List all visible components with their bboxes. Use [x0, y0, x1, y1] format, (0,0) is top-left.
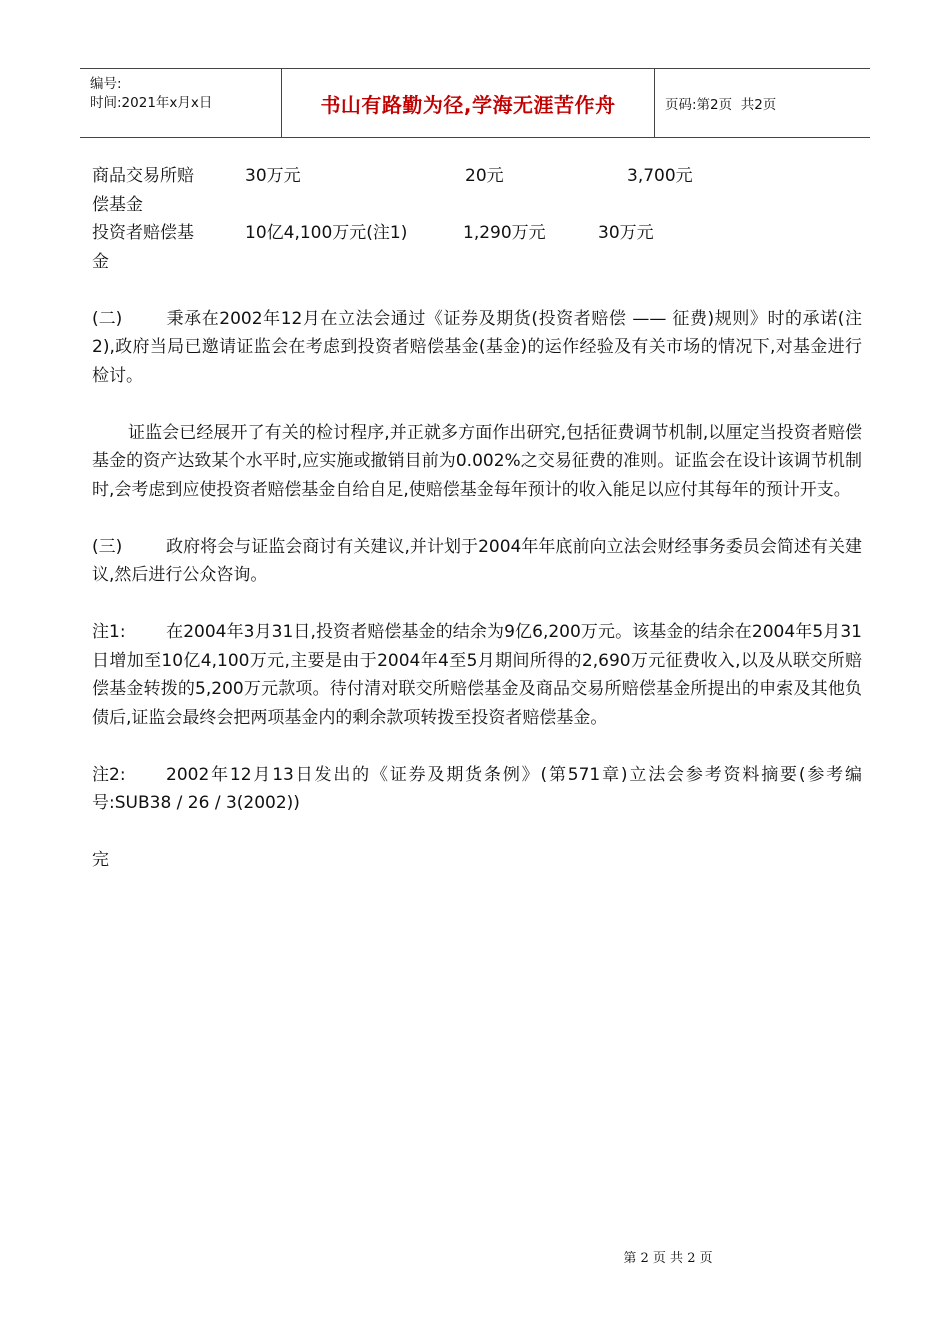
note-1-label: 注1: — [92, 622, 126, 642]
page-header — [80, 68, 870, 138]
document-body — [92, 162, 862, 875]
section-2-text: 秉承在2002年12月在立法会通过《证券及期货(投资者赔偿 —— 征费)规则》时的承诺(注2),政府当局已邀请证监会在考虑到投资者赔偿基金(基金)的运作经验及有关市场的情况下,对基金进行检讨。 — [92, 308, 862, 386]
fund-value-1: 10亿4,100万元(注1) — [245, 223, 408, 243]
fund-row — [92, 162, 862, 219]
section-3-paragraph — [92, 533, 862, 590]
fund-value-2: 20元 — [465, 166, 504, 186]
page-footer — [0, 1247, 950, 1266]
header-page-label: 页码:第2页 共2页 — [665, 97, 777, 113]
fund-name: 投资者赔偿基金 — [92, 223, 194, 272]
section-3-number: (三) — [92, 536, 123, 557]
document-date-label: 时间:2021年x月x日 — [90, 95, 213, 111]
note-2-label: 注2: — [92, 764, 126, 785]
document-number-label: 编号: — [90, 76, 122, 92]
header-page-info — [655, 69, 870, 137]
header-meta — [80, 69, 281, 137]
note-2-text: 2002年12月13日发出的《证券及期货条例》(第571章)立法会参考资料摘要(参考编号:SUB38 / 26 / 3(2002)) — [92, 764, 862, 813]
note-2-paragraph — [92, 761, 862, 818]
header-motto: 书山有路勤为径,学海无涯苦作舟 — [281, 69, 655, 137]
fund-row — [92, 219, 862, 276]
section-2-number: (二) — [92, 308, 123, 329]
end-mark: 完 — [92, 850, 109, 870]
fund-value-3: 3,700元 — [627, 166, 693, 186]
fund-value-3: 30万元 — [598, 223, 654, 243]
fund-name: 商品交易所赔偿基金 — [92, 166, 194, 215]
fund-value-2: 1,290万元 — [463, 223, 546, 243]
fund-value-1: 30万元 — [245, 166, 301, 186]
section-3-text: 政府将会与证监会商讨有关建议,并计划于2004年年底前向立法会财经事务委员会简述有关建议,然后进行公众咨询。 — [92, 536, 862, 585]
note-1-text: 在2004年3月31日,投资者赔偿基金的结余为9亿6,200万元。该基金的结余在2004年5月31日增加至10亿4,100万元,主要是由于2004年4至5月期间所得的2,690万元征费收入,以及从联交所赔偿基金转拨的5,200万元款项。待付清对联交所赔偿基金及商品交易所赔偿基金所提出的申索及其他负债后,证监会最终会把两项基金内的剩余款项转拨至投资者赔偿基金。 — [92, 622, 862, 728]
note-1-paragraph — [92, 618, 862, 732]
section-2-paragraph — [92, 305, 862, 391]
review-paragraph: 证监会已经展开了有关的检讨程序,并正就多方面作出研究,包括征费调节机制,以厘定当投资者赔偿基金的资产达致某个水平时,应实施或撤销目前为0.002%之交易征费的准则。证监会在设计该调节机制时,会考虑到应使投资者赔偿基金自给自足,使赔偿基金每年预计的收入能足以应付其每年的预计开支。 — [92, 422, 862, 500]
footer-page-number: 第 2 页 共 2 页 — [623, 1251, 713, 1266]
